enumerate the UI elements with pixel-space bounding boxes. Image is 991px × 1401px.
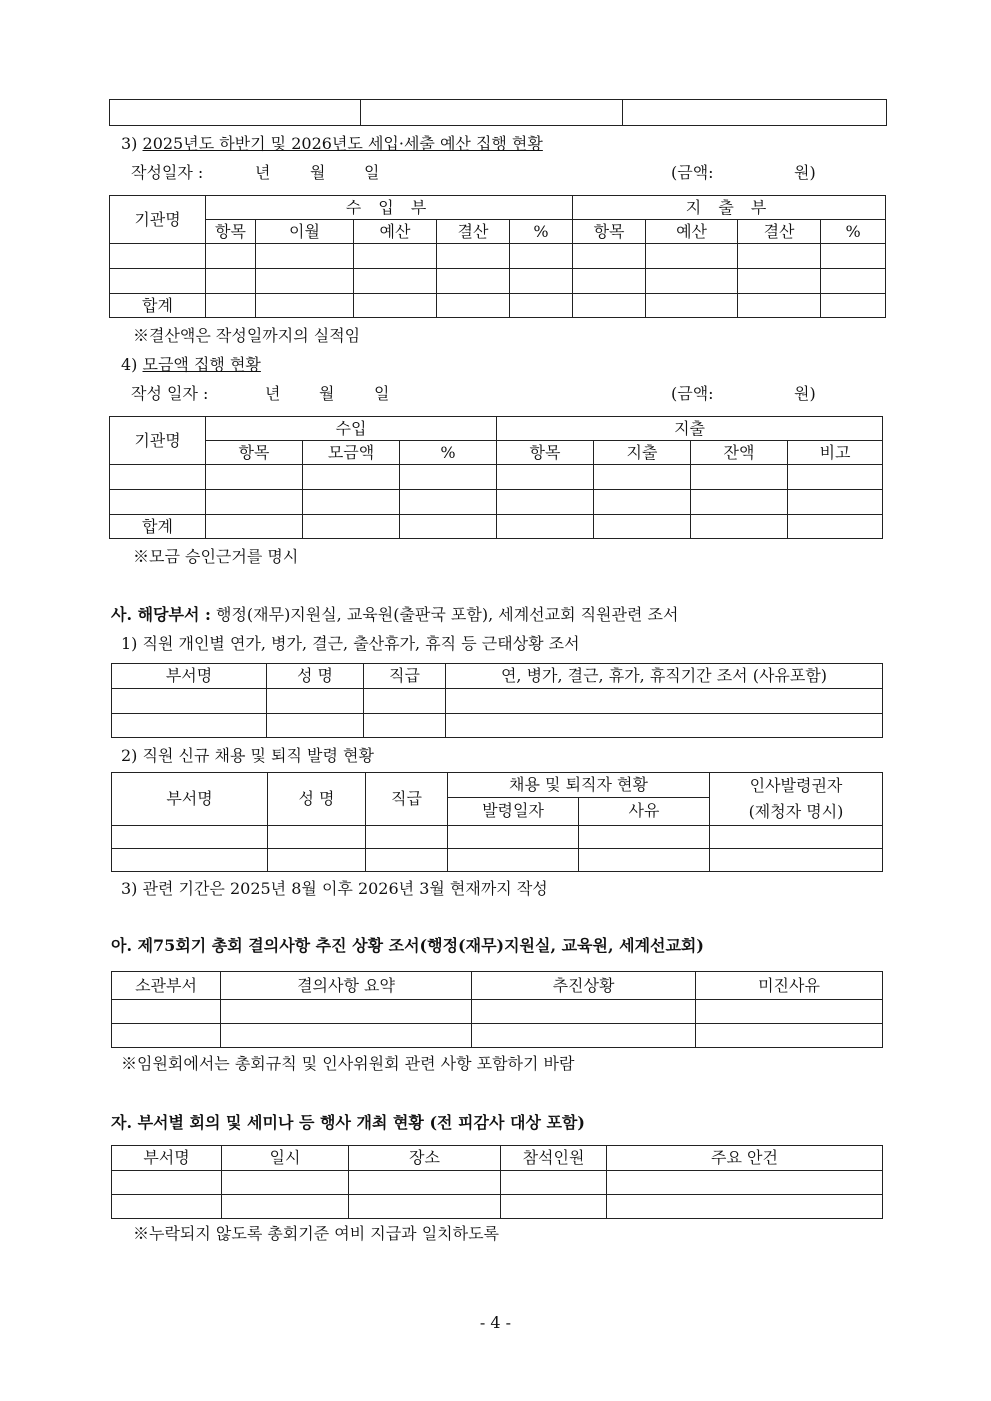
column-header: 항목 <box>206 441 303 465</box>
column-header: 장소 <box>349 1146 501 1171</box>
table-row <box>110 269 886 294</box>
table-row <box>112 826 883 849</box>
resolution-table <box>111 971 883 1048</box>
table-cell <box>110 100 361 126</box>
year-label: 년 <box>255 163 271 182</box>
section-a-heading: 아. 제75회기 총회 결의사항 추진 상황 조서(행정(재무)지원실, 교육원, 세계선교회) <box>111 936 704 955</box>
won-label: 원) <box>794 163 816 182</box>
section-number: 3) <box>121 134 138 153</box>
year-label: 년 <box>265 384 281 403</box>
table-row <box>110 465 883 490</box>
column-header: 사유 <box>579 797 710 825</box>
top-partial-table <box>109 99 887 126</box>
total-label: 합계 <box>110 515 206 539</box>
amount-label: (금액: <box>671 384 714 403</box>
table-row <box>112 1024 883 1048</box>
table-cell <box>361 100 623 126</box>
table-row <box>112 1171 883 1195</box>
authority-header <box>710 773 883 826</box>
budget-execution-table <box>109 195 886 318</box>
authority-note: (제청자 명시) <box>748 802 844 821</box>
section-title: 사. 해당부서 : <box>111 605 211 624</box>
column-header: 항목 <box>497 441 594 465</box>
column-header: 부서명 <box>112 773 268 826</box>
table-row <box>112 689 883 714</box>
table-row <box>112 714 883 738</box>
column-header: 추진상황 <box>472 972 696 1000</box>
expense-header: 지출 <box>497 417 883 441</box>
column-header: 항목 <box>573 220 646 244</box>
section-title-rest: 행정(재무)지원실, 교육원(출판국 포함), 세계선교회 직원관련 조서 <box>216 605 679 624</box>
item-2: 2) 직원 신규 채용 및 퇴직 발령 현황 <box>121 746 374 765</box>
total-row <box>110 294 886 318</box>
column-header: 예산 <box>646 220 738 244</box>
section-4-heading <box>121 352 261 375</box>
column-header: 비고 <box>788 441 883 465</box>
column-header: % <box>400 441 497 465</box>
section-number: 4) <box>121 355 138 374</box>
column-header: 연, 병가, 결근, 휴가, 휴직기간 조서 (사유포함) <box>446 664 883 689</box>
income-header: 수 입 부 <box>206 196 573 220</box>
org-header: 기관명 <box>110 196 206 244</box>
item-3: 3) 관련 기간은 2025년 8월 이후 2026년 3월 현재까지 작성 <box>121 879 548 898</box>
section-title: 모금액 집행 현황 <box>142 355 261 374</box>
section-3-heading <box>121 131 543 154</box>
table-row <box>110 244 886 269</box>
section-ja-heading: 자. 부서별 회의 및 세미나 등 행사 개최 현황 (전 피감사 대상 포함) <box>111 1113 585 1132</box>
date-label: 작성일자 : <box>131 163 204 182</box>
column-header: 이월 <box>256 220 354 244</box>
column-header: 미진사유 <box>696 972 883 1000</box>
column-header: 직급 <box>366 773 448 826</box>
amount-label: (금액: <box>671 163 714 182</box>
table-cell <box>623 100 887 126</box>
column-header: % <box>821 220 886 244</box>
total-row <box>110 515 883 539</box>
column-header: % <box>510 220 573 244</box>
section-4-note: ※모금 승인근거를 명시 <box>133 547 299 566</box>
column-header: 참석인원 <box>501 1146 607 1171</box>
events-table <box>111 1145 883 1219</box>
section-3-note: ※결산액은 작성일까지의 실적임 <box>133 326 361 345</box>
column-header: 모금액 <box>303 441 400 465</box>
page-number: - 4 - <box>479 1313 512 1332</box>
column-header: 결산 <box>738 220 821 244</box>
month-label: 월 <box>310 163 326 182</box>
month-label: 월 <box>319 384 335 403</box>
column-header: 부서명 <box>112 1146 222 1171</box>
column-header: 발령일자 <box>448 797 579 825</box>
table-row <box>112 1195 883 1219</box>
column-header: 성 명 <box>267 664 364 689</box>
column-header: 결산 <box>437 220 510 244</box>
column-header: 직급 <box>364 664 446 689</box>
won-label: 원) <box>794 384 816 403</box>
table-row <box>112 1000 883 1024</box>
column-header: 부서명 <box>112 664 267 689</box>
authority-label: 인사발령권자 <box>749 776 843 795</box>
org-header: 기관명 <box>110 417 206 465</box>
attendance-table <box>111 663 883 738</box>
column-header: 성 명 <box>268 773 366 826</box>
column-header: 채용 및 퇴직자 현황 <box>448 773 710 798</box>
income-header: 수입 <box>206 417 497 441</box>
section-a-note: ※임원회에서는 총회규칙 및 인사위원회 관련 사항 포함하기 바람 <box>121 1054 575 1073</box>
column-header: 항목 <box>206 220 256 244</box>
item-1: 1) 직원 개인별 연가, 병가, 결근, 출산휴가, 휴직 등 근태상황 조서 <box>121 634 580 653</box>
hiring-table <box>111 772 883 872</box>
column-header: 주요 안건 <box>607 1146 883 1171</box>
column-header: 일시 <box>222 1146 349 1171</box>
column-header: 예산 <box>354 220 437 244</box>
section-sa-heading <box>111 602 678 625</box>
fundraising-table <box>109 416 883 539</box>
table-row <box>112 849 883 872</box>
column-header: 결의사항 요약 <box>221 972 472 1000</box>
date-label: 작성 일자 : <box>131 384 209 403</box>
column-header: 잔액 <box>691 441 788 465</box>
section-title: 2025년도 하반기 및 2026년도 세입·세출 예산 집행 현황 <box>142 134 543 153</box>
section-ja-note: ※누락되지 않도록 총회기준 여비 지급과 일치하도록 <box>133 1224 500 1243</box>
table-row <box>110 490 883 515</box>
column-header: 소관부서 <box>112 972 221 1000</box>
expense-header: 지 출 부 <box>573 196 886 220</box>
day-label: 일 <box>374 384 390 403</box>
day-label: 일 <box>364 163 380 182</box>
column-header: 지출 <box>594 441 691 465</box>
total-label: 합계 <box>110 294 206 318</box>
